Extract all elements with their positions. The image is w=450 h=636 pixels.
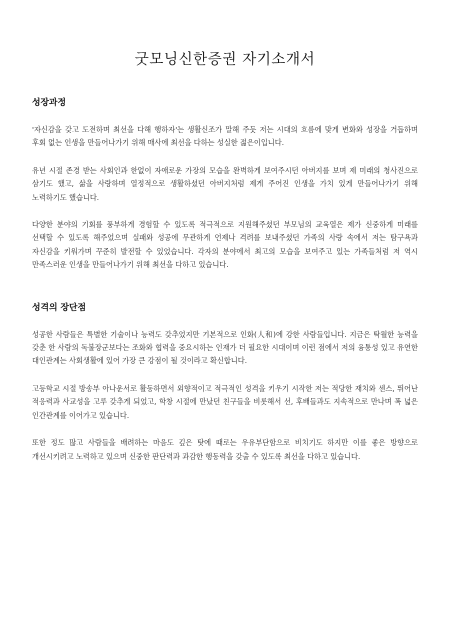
document-body (32, 97, 418, 493)
section-growth (32, 97, 418, 272)
section-heading: 성격의 장단점 (32, 302, 87, 313)
section-personality (32, 302, 418, 463)
paragraph: 성공한 사람들은 특별한 기술이나 능력도 갖추었지만 기본적으로 인화(人和)에 강한 사람들입니다. 지금은 탁월한 능력을 갖춘 한 사람의 독불장군보다는 조화와 협력을 중요시하는 인재가 더 필요한 시대이며 이런 점에서 저의 융통성 있고 유연한 대인관계는 사회생활에 있어 가장 큰 강점이 될 것이라고 확신합니다. (32, 329, 418, 366)
paragraph: 고등학교 시절 방송부 아나운서로 활동하면서 외향적이고 적극적인 성격을 키우기 시작한 저는 적당한 재치와 센스, 뛰어난 적응력과 사교성을 고루 갖추게 되었고, 학창 시절에 만났던 친구들을 비롯해서 선, 후배들과도 지속적으로 만나며 폭 넓은 인간관계를 이어가고 있습니다. (32, 383, 418, 420)
section-heading: 성장과정 (32, 98, 66, 108)
document-title: 굿모닝신한증권 자기소개서 (134, 52, 316, 68)
paragraph: 다양한 분야의 기회를 풍부하게 경험할 수 있도록 적극적으로 지원해주셨던 부모님의 교육열은 제가 신중하게 미래를 선택할 수 있도록 해주었으며 실패와 성공에 무관하게 언제나 격려를 보내주셨던 가족의 사랑 속에서 저는 탐구욕과 자신감을 키워가며 꾸준히 발전할 수 있었습니다. 각자의 분야에서 최고의 모습을 보여주고 있는 가족들처럼 저 역시 만족스러운 인생을 만들어나가기 위해 최선을 다하고 있습니다. (32, 220, 418, 270)
paragraph: 또한 정도 많고 사람들을 배려하는 마음도 깊은 탓에 때로는 우유부단함으로 비치기도 하지만 이를 좋은 방향으로 개선시키려고 노력하고 있으며 신중한 판단력과 과감한 행동력을 갖출 수 있도록 최선을 다하고 있습니다. (32, 438, 418, 461)
paragraph: 유년 시절 존경 받는 사회인과 한없이 자애로운 가장의 모습을 완벽하게 보여주시던 아버지를 보며 제 미래의 청사진으로 삼기도 했고, 삶을 사랑하며 열정적으로 생활하셨던 아버지처럼 제게 주어진 인생을 가치 있게 만들어나가기 위해 노력하기도 했습니다. (32, 165, 418, 202)
paragraph: '자신감을 갖고 도전하며 최선을 다해 행하자'는 생활신조가 말해 주듯 저는 시대의 흐름에 맞게 변화와 성장을 거듭하며 후회 없는 인생을 만들어나가기 위해 매사에 최선을 다하는 성실한 젊은이입니다. (32, 125, 418, 148)
